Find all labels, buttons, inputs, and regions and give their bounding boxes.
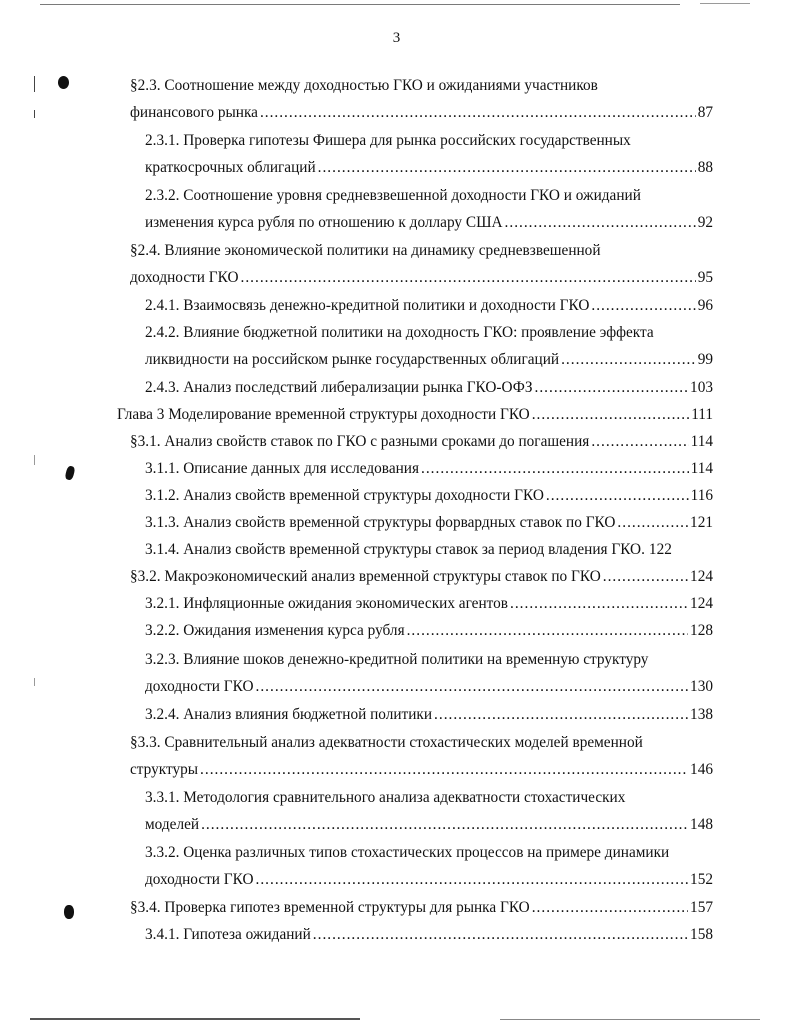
toc-entry-title: Глава 3 Моделирование временной структуры доходности ГКО [117, 406, 530, 423]
dot-leader [546, 482, 689, 509]
toc-page-number: 96 [697, 297, 713, 314]
toc-entry-3-2-4 [145, 701, 713, 728]
dot-leader [407, 617, 688, 644]
toc-entry-title: §2.4. Влияние экономической политики на динамику средневзвешенной [130, 242, 601, 259]
toc-entry-3-1 [130, 428, 713, 455]
scan-edge-bottom-right [500, 1019, 760, 1020]
toc-entry-title: 2.4.2. Влияние бюджетной политики на доходность ГКО: проявление эффекта [145, 324, 654, 341]
dot-leader [241, 264, 696, 291]
toc-entry-2-4 [130, 237, 713, 291]
toc-entry-title: 3.4.1. Гипотеза ожиданий [145, 926, 311, 943]
toc-entry-3-2-1 [145, 590, 713, 617]
toc-entry-3-3 [130, 729, 713, 783]
toc-entry-2-4-2 [145, 319, 713, 373]
toc-entry-title: 2.3.1. Проверка гипотезы Фишера для рынка российских государственных [145, 132, 631, 149]
dot-leader [318, 154, 696, 181]
scan-edge-top [40, 4, 680, 5]
margin-mark [34, 678, 35, 686]
toc-entry-title-continued: моделей [145, 816, 200, 833]
dot-leader [591, 428, 688, 455]
toc-page-number: 138 [690, 706, 713, 723]
toc-page-number: 114 [690, 433, 713, 450]
dot-leader [313, 921, 688, 948]
toc-entry-2-4-3 [145, 374, 713, 401]
toc-page-number: 130 [690, 678, 713, 695]
toc-page-number: 157 [690, 899, 713, 916]
toc-entry-title: 3.2.3. Влияние шоков денежно-кредитной политики на временную структуру [145, 651, 649, 668]
toc-entry-chapter-3 [117, 401, 713, 428]
toc-entry-3-4-1 [145, 921, 713, 948]
toc-entry-3-1-2 [145, 482, 713, 509]
toc-page-number: 116 [690, 487, 713, 504]
toc-entry-title: 3.3.1. Методология сравнительного анализа адекватности стохастических [145, 789, 626, 806]
toc-entry-3-1-1 [145, 455, 713, 482]
toc-page-number: 158 [690, 926, 713, 943]
toc-entry-title-continued: доходности ГКО [130, 269, 239, 286]
dot-leader [201, 811, 688, 838]
toc-entry-title: 3.2.2. Ожидания изменения курса рубля [145, 622, 405, 639]
toc-entry-title-continued: изменения курса рубля по отношению к доллару США [145, 214, 503, 231]
dot-leader [603, 563, 688, 590]
toc-entry-title: §2.3. Соотношение между доходностью ГКО и ожиданиями участников [130, 77, 598, 94]
dot-leader [505, 209, 696, 236]
toc-page-number: 92 [697, 214, 713, 231]
dot-leader [532, 894, 688, 921]
toc-entry-title-continued: ликвидности на российском рынке государственных облигаций [145, 351, 560, 368]
toc-entry-title: 2.3.2. Соотношение уровня средневзвешенной доходности ГКО и ожиданий [145, 187, 641, 204]
toc-entry-title: 2.4.1. Взаимосвязь денежно-кредитной политики и доходности ГКО [145, 297, 590, 314]
toc-entry-title-continued: финансового рынка [130, 104, 258, 121]
margin-mark [34, 76, 35, 92]
toc-entry-2-3-1 [145, 127, 713, 181]
dot-leader [256, 866, 689, 893]
toc-entry-title: 3.1.3. Анализ свойств временной структуры форвардных ставок по ГКО [145, 514, 616, 531]
toc-page-number: 99 [697, 351, 713, 368]
punch-hole-mark-bottom [64, 905, 74, 919]
toc-entry-title: §3.2. Макроэкономический анализ временной структуры ставок по ГКО [130, 568, 601, 585]
toc-entry-title-continued: доходности ГКО [145, 678, 254, 695]
toc-entry-title: 3.3.2. Оценка различных типов стохастических процессов на примере динамики [145, 844, 670, 861]
toc-entry-3-4 [130, 894, 713, 921]
dot-leader [260, 99, 696, 126]
toc-page-number: 111 [691, 406, 713, 423]
punch-hole-mark-top [58, 76, 69, 89]
toc-page-number: 103 [690, 379, 713, 396]
margin-mark [34, 110, 35, 118]
toc-page-number: 152 [690, 871, 713, 888]
toc-entry-title: 3.1.4. Анализ свойств временной структуры ставок за период владения ГКО. [145, 541, 645, 558]
dot-leader [532, 401, 690, 428]
dot-leader [200, 756, 688, 783]
toc-page-number: 124 [690, 568, 713, 585]
toc-page-number: 121 [690, 514, 713, 531]
toc-entry-title: 3.1.2. Анализ свойств временной структуры доходности ГКО [145, 487, 544, 504]
toc-entry-title: §3.3. Сравнительный анализ адекватности стохастических моделей временной [130, 734, 643, 751]
toc-entry-2-3 [130, 72, 713, 126]
toc-entry-3-2-3 [145, 646, 713, 700]
toc-entry-3-1-3 [145, 509, 713, 536]
toc-entry-2-4-1 [145, 292, 713, 319]
toc-page-number: 122 [648, 541, 672, 558]
toc-entry-3-3-1 [145, 784, 713, 838]
toc-entry-title-continued: доходности ГКО [145, 871, 254, 888]
dot-leader [535, 374, 689, 401]
page-number: 3 [392, 30, 401, 46]
dot-leader [617, 509, 688, 536]
dot-leader [434, 701, 688, 728]
punch-hole-mark-middle [64, 465, 75, 481]
toc-entry-title: 2.4.3. Анализ последствий либерализации рынка ГКО-ОФЗ [145, 379, 533, 396]
toc-page-number: 87 [697, 104, 713, 121]
toc-page-number: 148 [690, 816, 713, 833]
toc-entry-title: 3.2.1. Инфляционные ожидания экономических агентов [145, 595, 509, 612]
toc-entry-title: §3.4. Проверка гипотез временной структуры для рынка ГКО [130, 899, 530, 916]
toc-page-number: 88 [697, 159, 713, 176]
toc-entry-title: 3.2.4. Анализ влияния бюджетной политики [145, 706, 433, 723]
toc-entry-3-3-2 [145, 839, 713, 893]
dot-leader [256, 673, 689, 700]
toc-page-number: 124 [690, 595, 713, 612]
toc-entry-title-continued: структуры [130, 761, 199, 778]
margin-mark [34, 455, 35, 465]
toc-page-number: 128 [690, 622, 713, 639]
toc-page-number: 146 [690, 761, 713, 778]
scan-edge-top-right [700, 3, 750, 4]
toc-entry-title: 3.1.1. Описание данных для исследования [145, 460, 420, 477]
toc-entry-title: §3.1. Анализ свойств ставок по ГКО с разными сроками до погашения [130, 433, 590, 450]
toc-entry-3-2 [130, 563, 713, 590]
scan-edge-bottom [30, 1018, 360, 1020]
toc-entry-3-1-4 [145, 536, 713, 563]
dot-leader [591, 292, 695, 319]
toc-entry-3-2-2 [145, 617, 713, 644]
dot-leader [421, 455, 689, 482]
toc-page-number: 95 [697, 269, 713, 286]
toc-page-number: 114 [690, 460, 713, 477]
toc-entry-title-continued: краткосрочных облигаций [145, 159, 316, 176]
dot-leader [510, 590, 688, 617]
toc-entry-2-3-2 [145, 182, 713, 236]
dot-leader [561, 346, 696, 373]
